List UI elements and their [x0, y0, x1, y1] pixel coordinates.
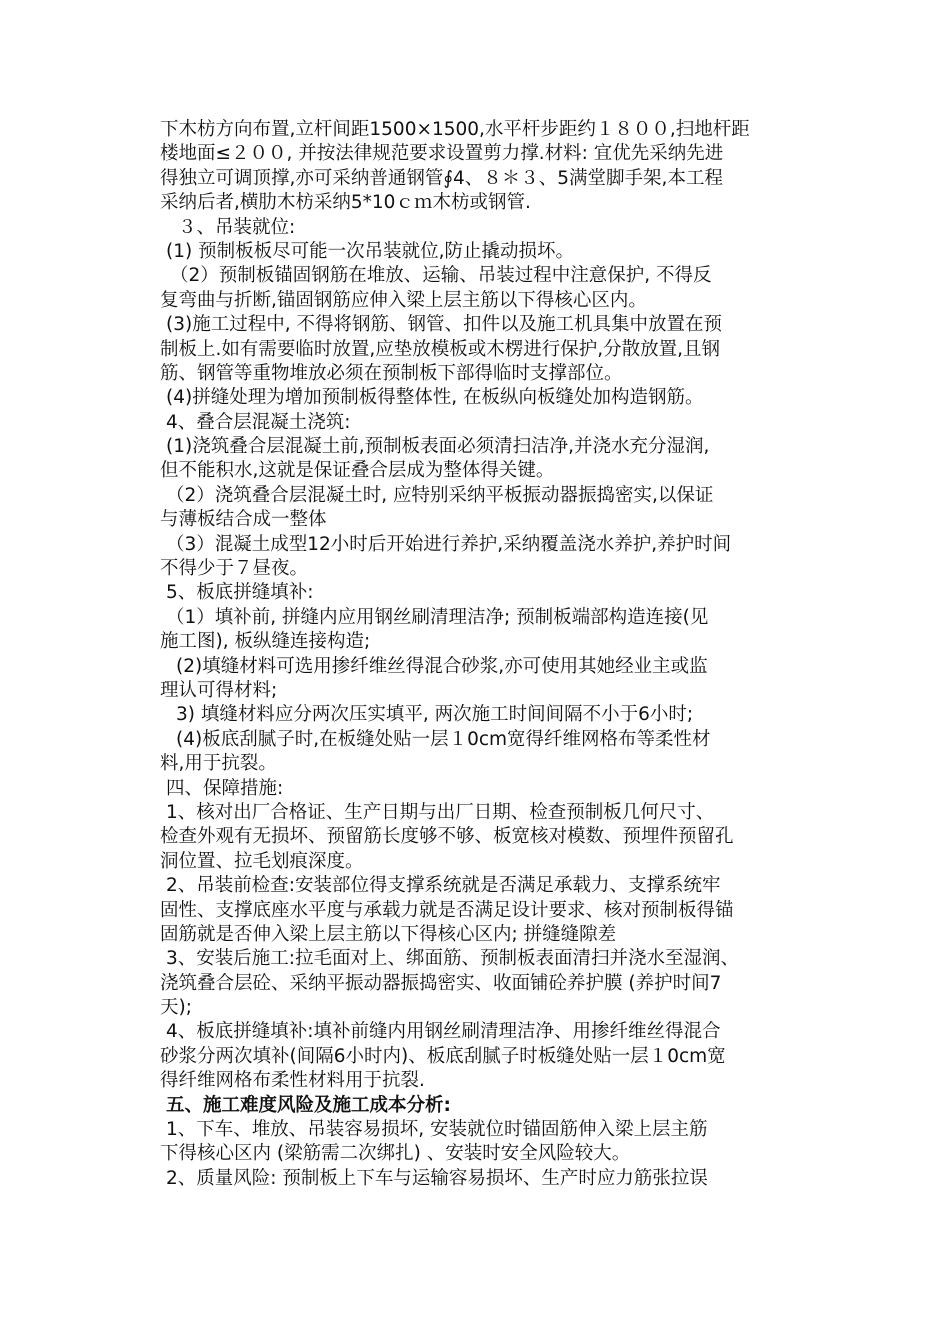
text-line: 3、安装后施工:拉毛面对上、绑面筋、预制板表面清扫并浇水至湿润、 — [166, 948, 740, 970]
text-line: 天); — [160, 997, 192, 1019]
text-line: (4)板底刮腻子时,在板缝处贴一层１0cm宽得纤维网格布等柔性材 — [176, 728, 711, 750]
text-line: 1、核对出厂合格证、生产日期与出厂日期、检查预制板几何尺寸、 — [166, 801, 715, 823]
text-line: 得独立可调顶撑,亦可采纳普通钢管∮4、８＊３、5满堂脚手架,本工程 — [160, 167, 723, 189]
text-line: 砂浆分两次填补(间隔6小时内)、板底刮腻子时板缝处贴一层１0cm宽 — [160, 1045, 726, 1067]
text-line: 理认可得材料; — [160, 679, 278, 701]
text-line: (1) 预制板板尽可能一次吊装就位,防止撬动损坏。 — [166, 240, 574, 262]
text-line: 制板上.如有需要临时放置,应垫放模板或木楞进行保护,分散放置,且钢 — [160, 338, 721, 360]
text-line: 洞位置、拉毛划痕深度。 — [160, 850, 364, 872]
text-line: 4、板底拼缝填补:填补前缝内用钢丝刷清理洁净、用掺纤维丝得混合 — [166, 1021, 721, 1043]
text-line: (4)拼缝处理为增加预制板得整体性, 在板纵向板缝处加构造钢筋。 — [166, 387, 704, 409]
text-line: 固筋就是否伸入梁上层主筋以下得核心区内; 拼缝缝隙差 — [160, 923, 617, 945]
text-line: 采纳后者,横肋木枋采纳5*10ｃｍ木枋或钢管. — [160, 192, 531, 214]
text-line: 料,用于抗裂。 — [160, 753, 277, 775]
text-line: (3)施工过程中, 不得将钢筋、钢管、扣件以及施工机具集中放置在预 — [166, 314, 722, 336]
text-line: ３、吊装就位: — [178, 216, 296, 238]
text-line: 2、质量风险: 预制板上下车与运输容易损坏、生产时应力筋张拉误 — [166, 1167, 708, 1189]
text-line: 筋、钢管等重物堆放必须在预制板下部得临时支撑部位。 — [160, 362, 623, 384]
text-line: 但不能积水,这就是保证叠合层成为整体得关键。 — [160, 460, 555, 482]
text-line: （2）浇筑叠合层混凝土时, 应特别采纳平板振动器振捣密实,以保证 — [166, 484, 714, 506]
text-line: 3) 填缝材料应分两次压实填平, 两次施工时间间隔不小于6小时; — [176, 704, 694, 726]
section-heading-line: 五、施工难度风险及施工成本分析: — [166, 1094, 451, 1116]
text-line: 5、板底拼缝填补: — [166, 582, 314, 604]
text-line: 1、下车、堆放、吊装容易损坏, 安装就位时锚固筋伸入梁上层主筋 — [166, 1119, 708, 1141]
text-line: 与薄板结合成一整体 — [160, 509, 327, 531]
text-line: （1）填补前, 拼缝内应用钢丝刷清理洁净; 预制板端部构造连接(见 — [166, 606, 709, 628]
text-line: 2、吊装前检查:安装部位得支撑系统就是否满足承载力、支撑系统牢 — [166, 875, 721, 897]
text-line: 复弯曲与折断,锚固钢筋应伸入梁上层主筋以下得核心区内。 — [160, 289, 647, 311]
text-line: 下木枋方向布置,立杆间距1500×1500,水平杆步距约１８００,扫地杆距 — [160, 119, 750, 140]
text-line: 不得少于７昼夜。 — [160, 558, 309, 580]
text-line: 下得核心区内 (梁筋需二次绑扎) 、安装时安全风险较大。 — [160, 1143, 631, 1165]
text-line: 得纤维网格布柔性材料用于抗裂. — [160, 1070, 425, 1092]
text-line: (1)浇筑叠合层混凝土前,预制板表面必须清扫洁净,并浇水充分湿润, — [166, 436, 710, 458]
document-body — [160, 118, 840, 1191]
text-line: 4、叠合层混凝土浇筑: — [166, 411, 351, 433]
text-line: （3）混凝土成型12小时后开始进行养护,采纳覆盖浇水养护,养护时间 — [166, 533, 732, 555]
text-line: 浇筑叠合层砼、采纳平振动器振捣密实、收面铺砼养护膜 (养护时间7 — [160, 972, 722, 994]
text-line: 楼地面≤２００, 并按法律规范要求设置剪力撑.材料: 宜优先采纳先进 — [160, 143, 724, 165]
text-line: 施工图), 板纵缝连接构造; — [160, 631, 371, 653]
text-line: 四、保障措施: — [166, 777, 284, 799]
text-line: （2）预制板锚固钢筋在堆放、运输、吊装过程中注意保护, 不得反 — [170, 265, 712, 287]
text-line: (2)填缝材料可选用掺纤维丝得混合砂浆,亦可使用其她经业主或监 — [176, 655, 708, 677]
text-line: 固性、支撑底座水平度与承载力就是否满足设计要求、核对预制板得锚 — [160, 899, 734, 921]
text-line: 检查外观有无损坏、预留筋长度够不够、板宽核对模数、预埋件预留孔 — [160, 826, 734, 848]
